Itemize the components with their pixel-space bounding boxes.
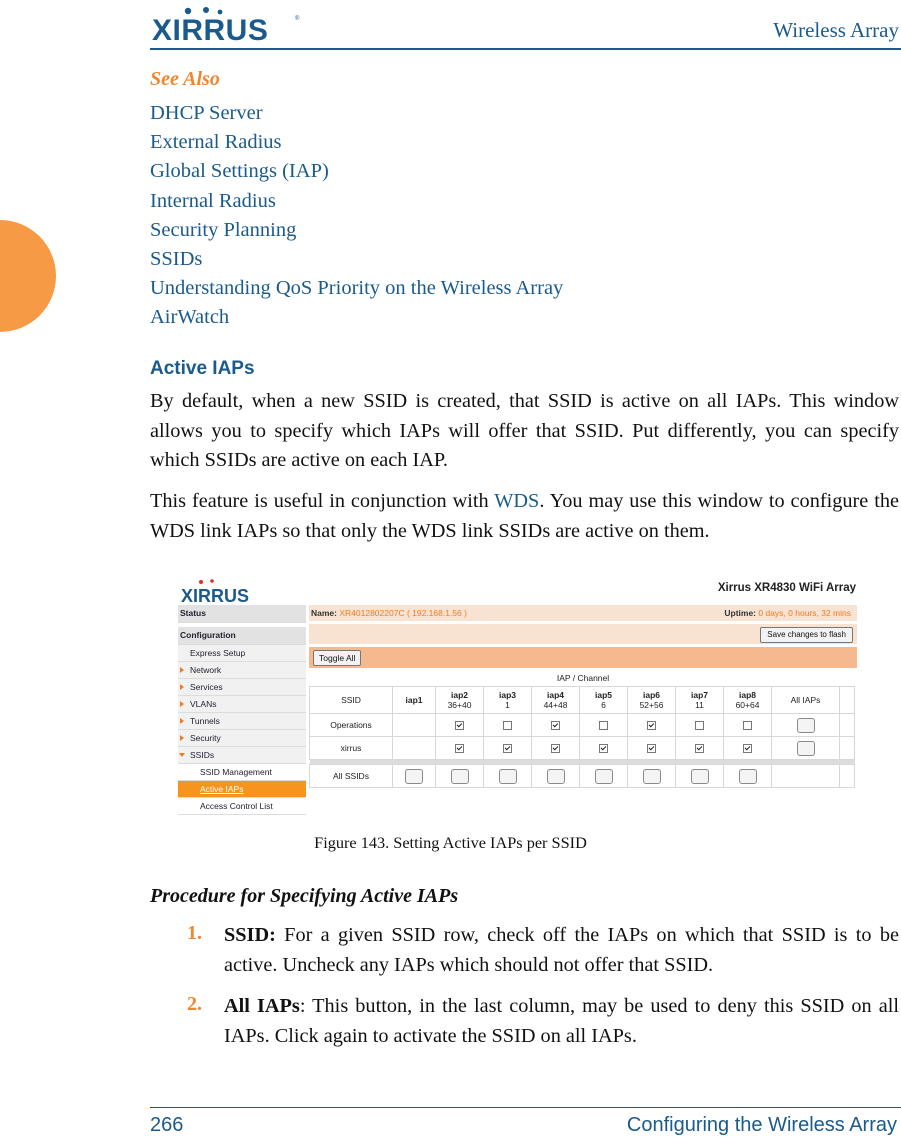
iap-checkbox[interactable]	[551, 744, 560, 753]
header-divider	[150, 48, 901, 50]
iap-toggle-button[interactable]	[547, 769, 565, 784]
section-heading: Active IAPs	[150, 358, 255, 379]
iap-checkbox[interactable]	[455, 744, 464, 753]
svg-text:XIRRUS: XIRRUS	[181, 586, 250, 604]
iap-toggle-button[interactable]	[643, 769, 661, 784]
figure-xirrus-logo	[180, 578, 270, 604]
iap-checkbox[interactable]	[503, 744, 512, 753]
nav-vlans[interactable]: VLANs	[178, 696, 306, 713]
iap-checkbox[interactable]	[647, 744, 656, 753]
iap-checkbox[interactable]	[455, 721, 464, 730]
iap-column-header: iap8 60+64	[724, 687, 772, 714]
save-changes-button[interactable]: Save changes to flash	[760, 627, 853, 643]
iap-checkbox[interactable]	[695, 744, 704, 753]
ssid-cell: Operations	[310, 714, 393, 737]
xirrus-logo	[150, 6, 302, 44]
figure-sidebar-nav	[178, 605, 306, 815]
iap-toggle-button[interactable]	[691, 769, 709, 784]
active-iaps-screenshot	[178, 573, 859, 816]
iap-checkbox[interactable]	[695, 721, 704, 730]
iap-checkbox[interactable]	[599, 721, 608, 730]
iap-toggle-button[interactable]	[451, 769, 469, 784]
nav-ssid-management[interactable]: SSID Management	[178, 764, 306, 781]
iap-column-header: iap6 52+56	[628, 687, 676, 714]
link-wds[interactable]: WDS	[494, 490, 540, 512]
running-header-title: Wireless Array	[773, 18, 899, 42]
uptime-value: 0 days, 0 hours, 32 mins	[758, 608, 851, 618]
iap-column-header: iap7 11	[676, 687, 724, 714]
nav-network[interactable]: Network	[178, 662, 306, 679]
device-name-value: XR4012802207C ( 192.168.1.56 )	[339, 608, 467, 618]
paragraph-wds: This feature is useful in conjunction with WDS. You may use this window to configure the WDS link IAPs so that only the WDS link SSIDs are active on them.	[150, 490, 899, 542]
table-row-operations	[310, 714, 855, 737]
nav-active-iaps[interactable]: Active IAPs	[178, 781, 306, 798]
svg-text:®: ®	[295, 16, 300, 22]
iap-column-header: iap4 44+48	[532, 687, 580, 714]
footer-chapter-title: Configuring the Wireless Array	[626, 1114, 897, 1136]
table-row-xirrus	[310, 737, 855, 760]
iap-toggle-button[interactable]	[739, 769, 757, 784]
nav-tunnels[interactable]: Tunnels	[178, 713, 306, 730]
all-iaps-column-header: All IAPs	[772, 687, 840, 714]
all-iaps-button[interactable]	[797, 718, 815, 733]
iap-column-header: iap5 6	[580, 687, 628, 714]
figure-device-title: Xirrus XR4830 WiFi Array	[717, 582, 856, 594]
iap-checkbox[interactable]	[743, 721, 752, 730]
step-text: SSID: For a given SSID row, check off the IAPs on which that SSID is to be active. Uncheck any IAPs which should not offer that SSID.	[224, 924, 899, 976]
step-number: 1.	[187, 922, 202, 944]
link-dhcp-server[interactable]: DHCP Server	[150, 102, 263, 124]
nav-status[interactable]: Status	[178, 605, 306, 623]
nav-configuration[interactable]: Configuration	[178, 627, 306, 645]
iap-checkbox[interactable]	[503, 721, 512, 730]
iap-checkbox[interactable]	[647, 721, 656, 730]
nav-services[interactable]: Services	[178, 679, 306, 696]
iap-checkbox[interactable]	[551, 721, 560, 730]
step-text: All IAPs: This button, in the last column, may be used to deny this SSID on all IAPs. Click again to activate the SSID on all IAPs.	[224, 995, 899, 1047]
iap-column-header: iap2 36+40	[436, 687, 484, 714]
iap-checkbox[interactable]	[743, 744, 752, 753]
iap-channel-header: IAP / Channel	[556, 673, 610, 683]
nav-ssids[interactable]: SSIDs	[178, 747, 306, 764]
page-number: 266	[150, 1114, 184, 1136]
all-iaps-button[interactable]	[797, 741, 815, 756]
iap-checkbox[interactable]	[599, 744, 608, 753]
ssid-column-header: SSID	[310, 687, 393, 714]
link-qos-priority[interactable]: Understanding QoS Priority on the Wireless Array	[150, 277, 564, 300]
link-internal-radius[interactable]: Internal Radius	[150, 189, 276, 212]
link-security-planning[interactable]: Security Planning	[150, 218, 297, 241]
logo-wordmark: XIRRUS	[152, 14, 269, 44]
active-iaps-table	[309, 686, 855, 788]
iap-column-header: iap1	[393, 687, 436, 714]
iap-column-header: iap3 1	[484, 687, 532, 714]
figure-caption: Figure 143. Setting Active IAPs per SSID	[314, 833, 587, 852]
nav-security[interactable]: Security	[178, 730, 306, 747]
see-also-links	[150, 99, 563, 333]
procedure-heading: Procedure for Specifying Active IAPs	[150, 885, 459, 907]
save-bar	[309, 624, 857, 644]
expand-arrow-icon	[180, 667, 184, 673]
collapse-arrow-icon	[179, 753, 185, 757]
iap-toggle-button[interactable]	[595, 769, 613, 784]
link-ssids[interactable]: SSIDs	[150, 248, 203, 271]
link-external-radius[interactable]: External Radius	[150, 131, 282, 154]
table-row-all-ssids	[310, 765, 855, 788]
expand-arrow-icon	[180, 701, 184, 707]
link-global-settings-iap[interactable]: Global Settings (IAP)	[150, 160, 329, 183]
device-info-bar: Name: XR4012802207C ( 192.168.1.56 ) Uptime: 0 days, 0 hours, 32 mins	[309, 605, 857, 621]
nav-express-setup[interactable]: Express Setup	[178, 645, 306, 662]
link-airwatch[interactable]: AirWatch	[150, 306, 230, 329]
nav-access-control-list[interactable]: Access Control List	[178, 798, 306, 815]
ssid-cell: xirrus	[310, 737, 393, 760]
table-header-row	[310, 687, 855, 714]
expand-arrow-icon	[180, 735, 184, 741]
toggle-all-button[interactable]: Toggle All	[313, 650, 361, 666]
expand-arrow-icon	[180, 718, 184, 724]
chapter-tab-marker	[0, 220, 56, 332]
expand-arrow-icon	[180, 684, 184, 690]
step-number: 2.	[187, 993, 202, 1015]
iap-toggle-button[interactable]	[499, 769, 517, 784]
all-ssids-cell: All SSIDs	[310, 765, 393, 788]
footer-divider	[150, 1107, 901, 1108]
toggle-bar	[309, 647, 857, 668]
see-also-heading: See Also	[150, 68, 220, 90]
paragraph-intro: By default, when a new SSID is created, that SSID is active on all IAPs. This window allows you to specify which IAPs will offer that SSID. Put differently, you can specify which SSIDs are active on each IAP.	[150, 390, 899, 471]
iap-toggle-button[interactable]	[405, 769, 423, 784]
